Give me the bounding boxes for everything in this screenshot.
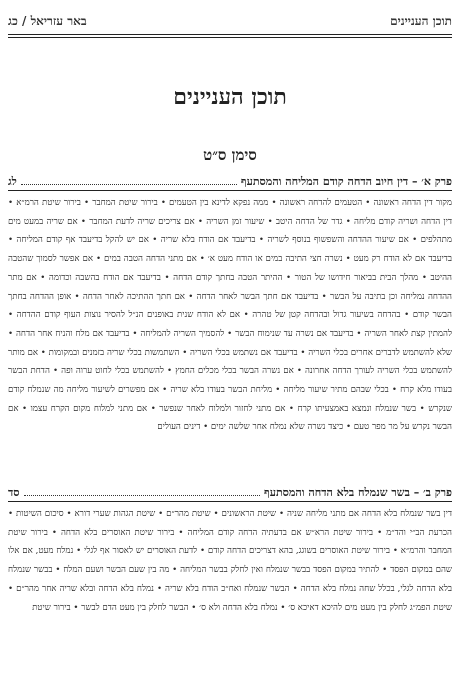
running-head-left: באר עזריאל / כג <box>8 13 87 28</box>
header-rule <box>8 34 452 35</box>
header-rule-thin <box>8 37 452 38</box>
chapter-heading-row <box>8 486 452 502</box>
chapter-topics: מקור דין הדחה ראשונה • הטעמים להדחה ראשונה • ממה נפקא לדינא בין הטעמים • בירור שיטת המחבר • בירור שיטת הרמ״א • דין הדחה ושריה קודם מליחה • גדר של הדחה היטב • שיעור זמן השריה • אם צריכים שריה לדעת המחבר • אם שריה במעט מים מתהלפים • אם שיעור ההדחה והשפשוף בנוסף לשריה • בדיעבד אם הודח בלא שריה • אם יש להקל בדיעבד אף קודם המליחה • בדיעבד אם לא הודח רק מעט • נשרה חצי התיבה במים או הודח מעט א׳ • אם מתני הדחה הטבה במים • אם אפשר לסמוך שהטבה ההיטב • מהלך הבית בביאור חידושו של הטור • ההיתר הטבה בחתך קודם הדחה • בדיעבד אם הודח בהשבה וכדומה • אם מתר ההדחה נמליחה וכן בתיבה על הבשר • בדיעבד אם חתך הבשר לאחר הדחה • אם חתך ההתיכה לאחר הדחה • אופן ההדחה בחתך הבשר קודם • בהדחה בשיעור גדול ובהדחה קטן של טהרה • אם לא הודח שנית באופנים הנ״ל להסיר נוצות העוף קודם ההדחה • להמתין קצת לאחר השריה • בדיעבד אם נשרה עד שנימוח הבשר • להסמיך השריה להמליחה • בדיעבד אם מלח והניח אחר הדחה • שלא להשתמש לדברים אחרים בכלי השריה • בדיעבד אם נשתמש בכלי השריה • השתמשות בכלי שריה בזמנים ובמקומות • אם מותר להשתמש בכלי השריה לעורך הדחה אחרונה • אם נשרה הבשר בכלי מכלים החמץ • להשתמש בכלי לחוט ערוה ופה • הדחת הבשר בעודו מלא קרח • בכלי שבהם מתיר שיעור מליחה • מליחת הבשר בעודו בלא שריה • אם מפשרים לשיעור מליחה מה שנמלח קודם שנקרש • בשר שנמלח ונמצא באמצעיתו קרח • אם מתני לחזור ולמלוח לאחר שנפשר • אם מתני למלוח מקום הקרח עצמו • אם הבשר נקרש על מר מפר טעם • כיצד נשרה שלא נמלח אחר שלשה ימים • דינים העולים <box>8 198 452 433</box>
chapter-heading-row <box>8 175 452 191</box>
page-title: תוכן העניינים <box>173 84 287 110</box>
chapter-title: פרק ב׳ – בשר שנמלח בלא הדחה והמסתעף <box>264 486 452 499</box>
leader-dots <box>24 495 260 496</box>
chapter-topics: דין בשר שנמלח בלא הדחה אם מתני מליחה שניה • שיטת הראשונים • שיטת מהר״ם • שיטת הגהות שערי דורא • סיכום השיטות • הכרעת הב״י והד״מ • בירור שיטת הרא״ש אם בדעתיה הדחה קודם המליחה • בירור שיטת האוסרים בלא הדחה • בירור שיטת המחבר והרמ״א • בירור שיטת האוסרים בשוגג, בהא דצריכים הדחה קודם • לדעת האוסרים יש לאסור אף לגלי • נמלח מעט, אם אלו שהם במקום הפסד • להתיר במקום הפסד בבשר שנמלח ואין לחלק בבשר המליחה • מה בין שעם הבשר ושעם המלח • בבשר שנמלח בלא הדחה לגלי, בכלל שחה נמלח בלא הדחה • הבשר שנמלח ואח״כ הודח בלא שריה • נמלח בלא הדחה ובלא שריה אחר מהר״ם • שיטת הפמ״ג לחלק בין מעט מים להיכא דאיכא ס׳ • נמלח בלא הדחה ולא ס׳ • הבשר לחלק בין מעט הדם לבשר • בירור שיטת <box>8 509 452 613</box>
chapter-section <box>8 486 452 617</box>
chapter-page-number: לג <box>8 175 17 188</box>
chapter-title: פרק א׳ – דין חיוב הדחה קודם המליחה והמסתעף <box>240 175 452 188</box>
chapter-page-number: סד <box>8 486 20 499</box>
running-head <box>8 8 452 34</box>
leader-dots <box>21 184 237 185</box>
chapter-section <box>8 175 452 437</box>
siman-heading: סימן ס״ט <box>203 146 257 164</box>
running-head-right: תוכן העניינים <box>390 13 452 28</box>
